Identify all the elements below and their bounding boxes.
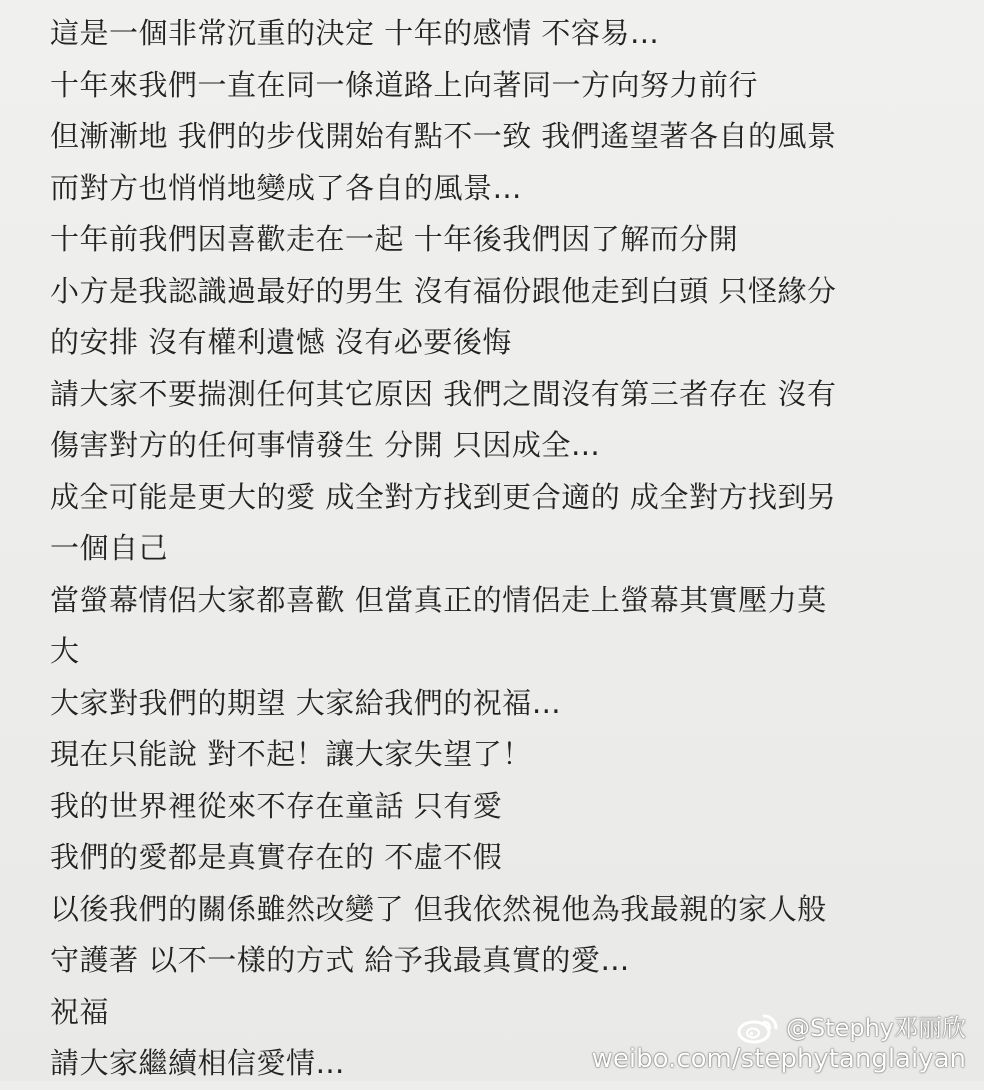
watermark-handle: @Stephy邓丽欣 [785, 1014, 966, 1042]
text-line: 成全可能是更大的愛 成全對方找到更合適的 成全對方找到另 [50, 479, 837, 514]
text-line: 守護著 以不一樣的方式 給予我最真實的愛… [50, 943, 630, 977]
text-line: 以後我們的關係雖然改變了 但我依然視他為我最親的家人般 [50, 891, 827, 926]
watermark-handle-row [734, 1012, 966, 1044]
text-line: 小方是我認識過最好的男生 沒有福份跟他走到白頭 只怪緣分 [50, 273, 837, 308]
post-text [50, 8, 950, 1090]
text-line: 請大家不要揣測任何其它原因 我們之間沒有第三者存在 沒有 [50, 376, 837, 411]
text-line: 這是一個非常沉重的決定 十年的感情 不容易… [50, 16, 660, 50]
text-line: 我們的愛都是真實存在的 不虛不假 [50, 840, 503, 874]
weibo-watermark [591, 1012, 966, 1076]
text-line: 大 [50, 634, 80, 668]
text-line: 的安排 沒有權利遺憾 沒有必要後悔 [50, 325, 512, 359]
text-line: 而對方也悄悄地變成了各自的風景… [50, 170, 523, 205]
text-line: 我的世界裡從來不存在童話 只有愛 [50, 788, 503, 823]
watermark-url: weibo.com/stephytanglaiyan [591, 1044, 966, 1074]
text-line: 現在只能說 對不起！讓大家失望了！ [50, 737, 532, 771]
text-line: 十年來我們一直在同一條道路上向著同一方向努力前行 [50, 67, 759, 102]
text-line: 祝福 [50, 994, 110, 1029]
text-line: 一個自己 [50, 531, 169, 565]
weibo-logo-icon [734, 1012, 780, 1044]
text-line: 大家對我們的期望 大家給我們的祝福… [50, 685, 562, 720]
text-line: 但漸漸地 我們的步伐開始有點不一致 我們遙望著各自的風景 [50, 119, 837, 153]
text-line: 請大家繼續相信愛情… [50, 1046, 346, 1080]
text-line: 十年前我們因喜歡走在一起 十年後我們因了解而分開 [50, 222, 739, 256]
text-line: 傷害對方的任何事情發生 分開 只因成全… [50, 428, 601, 462]
text-line: 當螢幕情侶大家都喜歡 但當真正的情侶走上螢幕其實壓力莫 [50, 582, 827, 617]
